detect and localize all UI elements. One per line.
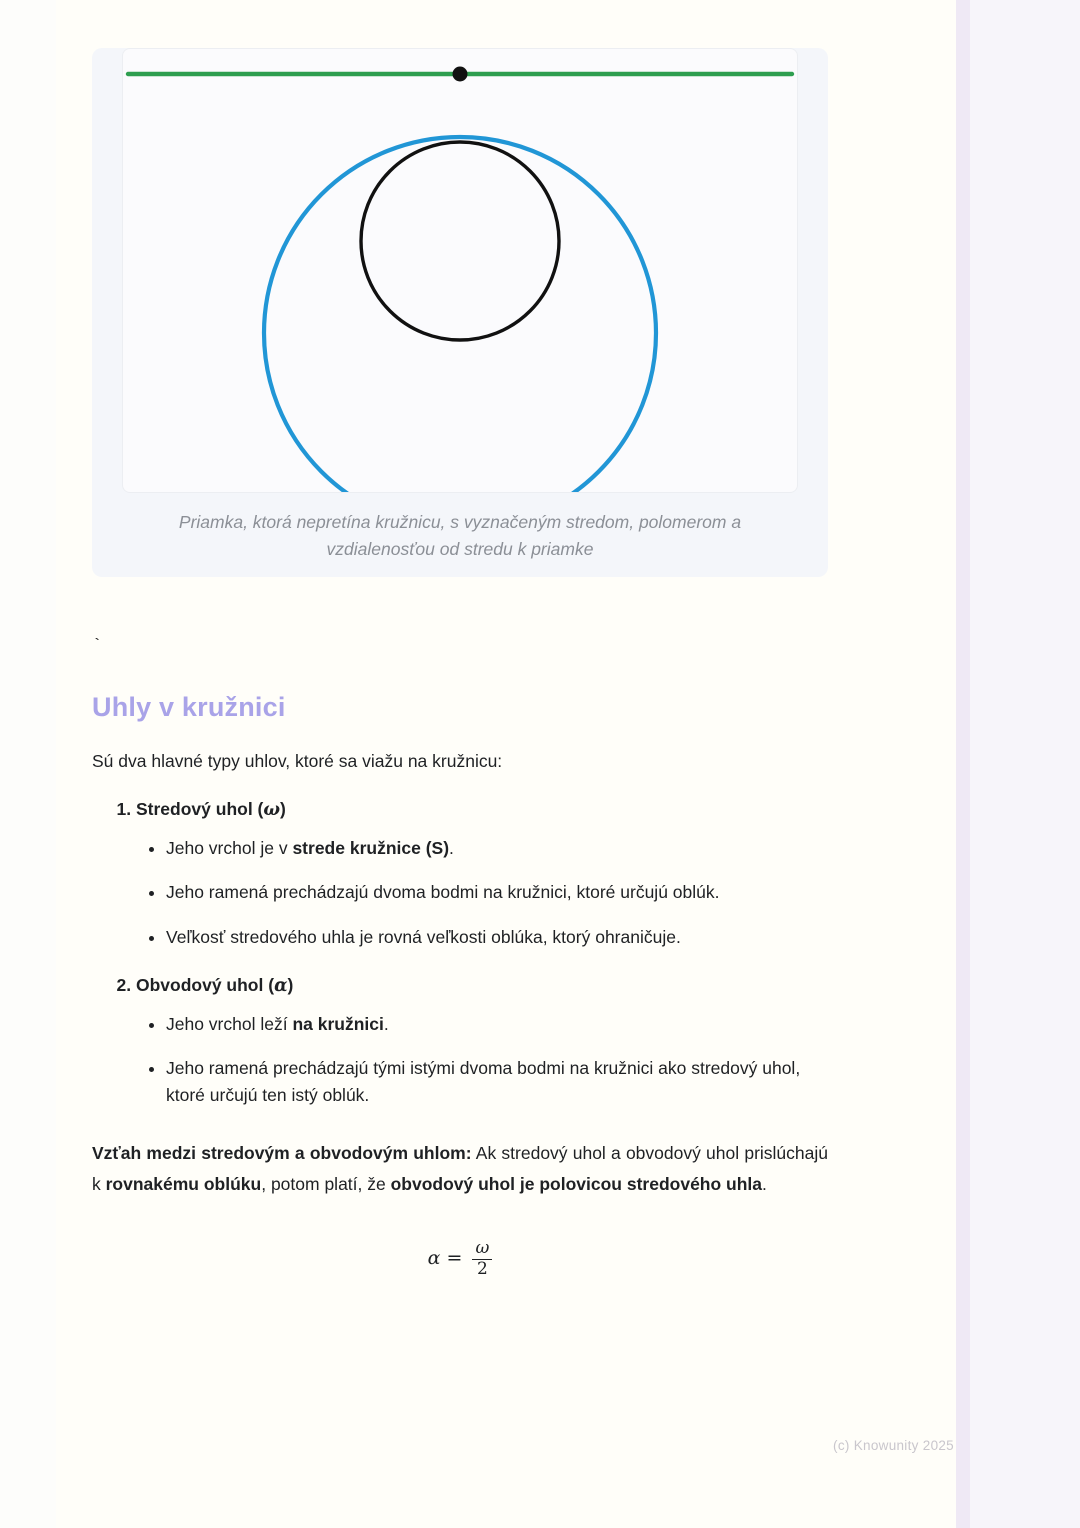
bullet-tail: . [449,838,454,859]
page-title: Uhly v kružnici [92,692,286,723]
small-circle-shape [361,142,559,340]
bullet-text: Jeho ramená prechádzajú tými istými dvoma bodmi na kružnici ako stredový uhol, ktoré určujú ten istý oblúk. [166,1058,801,1105]
list-item [166,924,828,950]
item-symbol: α [274,975,288,996]
relation-lead: Vzťah medzi stredovým a obvodovým uhlom: [92,1142,472,1163]
sub-list [136,1011,828,1108]
item-title-prefix: Stredový uhol ( [136,798,264,819]
relation-paragraph [92,1138,828,1199]
item-title-prefix: Obvodový uhol ( [136,974,275,995]
right-margin-strip [970,0,1080,1528]
formula-numerator: ω [475,1238,490,1259]
large-circle-shape [264,137,656,492]
bullet-text: Veľkosť stredového uhla je rovná veľkosti oblúka, ktorý ohraničuje. [166,926,681,947]
relation-part3: . [762,1173,767,1194]
formula-fraction [472,1239,492,1279]
bullet-text: Jeho vrchol leží [166,1014,293,1035]
bullet-tail: . [383,1014,389,1035]
relation-bold1: rovnakému oblúku [105,1173,262,1194]
list-item [166,1055,828,1108]
touch-point-shape [453,67,468,82]
watermark: (c) Knowunity 2025 [833,1438,954,1453]
bullet-bold: strede kružnice (S) [292,838,450,859]
bullet-bold: na kružnici [292,1014,384,1035]
formula-block [92,1239,828,1279]
intro-paragraph: Sú dva hlavné typy uhlov, ktoré sa viažu na kružnicu: [92,750,503,771]
angle-types-list [92,796,828,1108]
bullet-text: Jeho vrchol je v [166,838,293,859]
formula-left: α [427,1247,441,1270]
item-symbol: ω [263,799,281,820]
figure-caption: Priamka, ktorá nepretína kružnicu, s vyznačeným stredom, polomerom a vzdialenosťou od stredu k priamke [178,512,742,560]
stray-backtick: ` [92,637,103,657]
sub-list [136,835,828,950]
list-item [166,835,828,861]
list-item [166,879,828,905]
list-item [166,1011,828,1037]
list-item [136,796,828,950]
relation-part1: Ak stredový uhol a obvodový uhol prislúchajú k [92,1142,828,1194]
figure-card [92,48,828,577]
formula-equals: = [446,1247,463,1270]
list-item [136,972,828,1108]
relation-bold2: obvodový uhol je polovicou stredového uhla [390,1173,763,1194]
formula-denominator: 2 [472,1259,492,1280]
relation-part2: , potom platí, že [261,1173,391,1194]
item-title-suffix: ) [280,798,286,819]
geometry-diagram [123,49,797,492]
document-content [92,0,828,1279]
right-accent-strip [956,0,970,1528]
item-title-suffix: ) [287,974,294,995]
left-margin-strip [0,0,56,1528]
bullet-text: Jeho ramená prechádzajú dvoma bodmi na kružnici, ktoré určujú oblúk. [166,882,720,903]
figure-canvas [122,48,798,493]
